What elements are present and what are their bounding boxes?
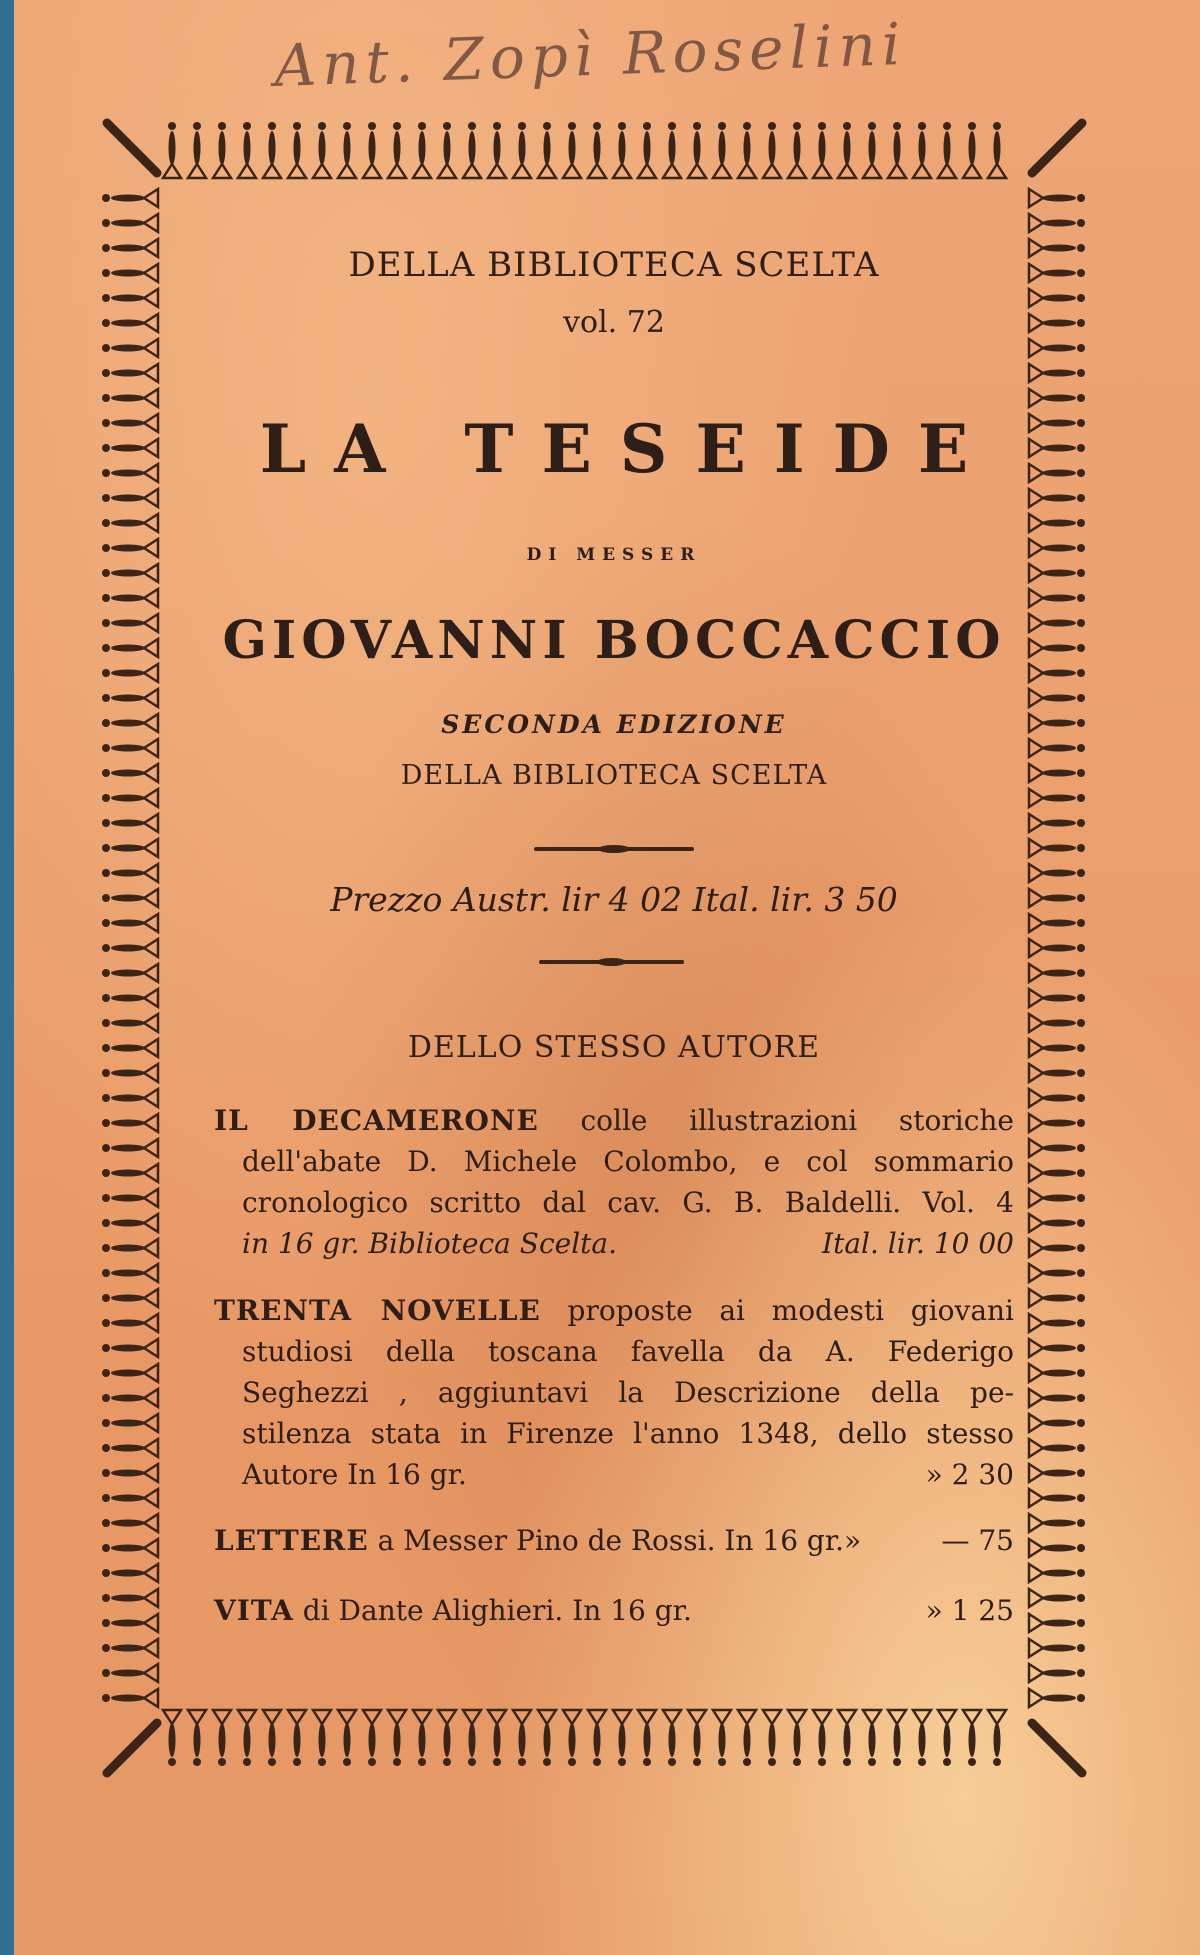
author-name: GIOVANNI BOCCACCIO [222,610,1006,671]
price-line: Prezzo Austr. lir 4 02 Ital. lir. 3 50 [330,880,898,919]
work-price: — 75 [941,1524,1014,1557]
list-item: IL DECAMERONE colle illustrazioni storiche dell'abate D. Michele Colombo, e col sommario cronologico scritto dal cav. G. B. Baldelli. Vol. 4 in 16 gr. Biblioteca Scelta. Ital. lir. 10 00 [214,1100,1014,1264]
series-title: DELLA BIBLIOTECA SCELTA [348,245,880,285]
edition-label: SECONDA EDIZIONE [441,710,787,739]
work-price: Ital. lir. 10 00 [822,1227,1014,1260]
volume-number: vol. 72 [563,305,665,340]
divider-rule [539,960,684,964]
work-title: LETTERE [214,1524,369,1557]
work-title: VITA [214,1594,294,1627]
book-title: LA TESEIDE [259,410,997,488]
work-price: » 2 30 [925,1458,1014,1491]
work-price: » 1 25 [925,1594,1014,1627]
edition-series: DELLA BIBLIOTECA SCELTA [400,760,828,791]
handwritten-inscription: Ant. Zopì Roselini [273,9,908,100]
by-line: DI MESSER [526,545,702,565]
work-title: TRENTA NOVELLE [214,1294,541,1327]
list-item: TRENTA NOVELLE proposte ai modesti giovani studiosi della toscana favella da A. Federigo Seghezzi , aggiuntavi la Descrizione della pe- stilenza stata in Firenze l'anno 1348, dello stesso Autore In 16 gr. » 2 30 [214,1290,1014,1495]
list-item: LETTERE a Messer Pino de Rossi. In 16 gr.» — 75 [214,1520,1014,1561]
work-title: IL DECAMERONE [214,1104,539,1137]
book-cover [14,0,1200,1955]
divider-rule [534,847,694,851]
list-item: VITA di Dante Alighieri. In 16 gr. » 1 25 [214,1590,1014,1631]
other-works-heading: DELLO STESSO AUTORE [407,1030,821,1065]
